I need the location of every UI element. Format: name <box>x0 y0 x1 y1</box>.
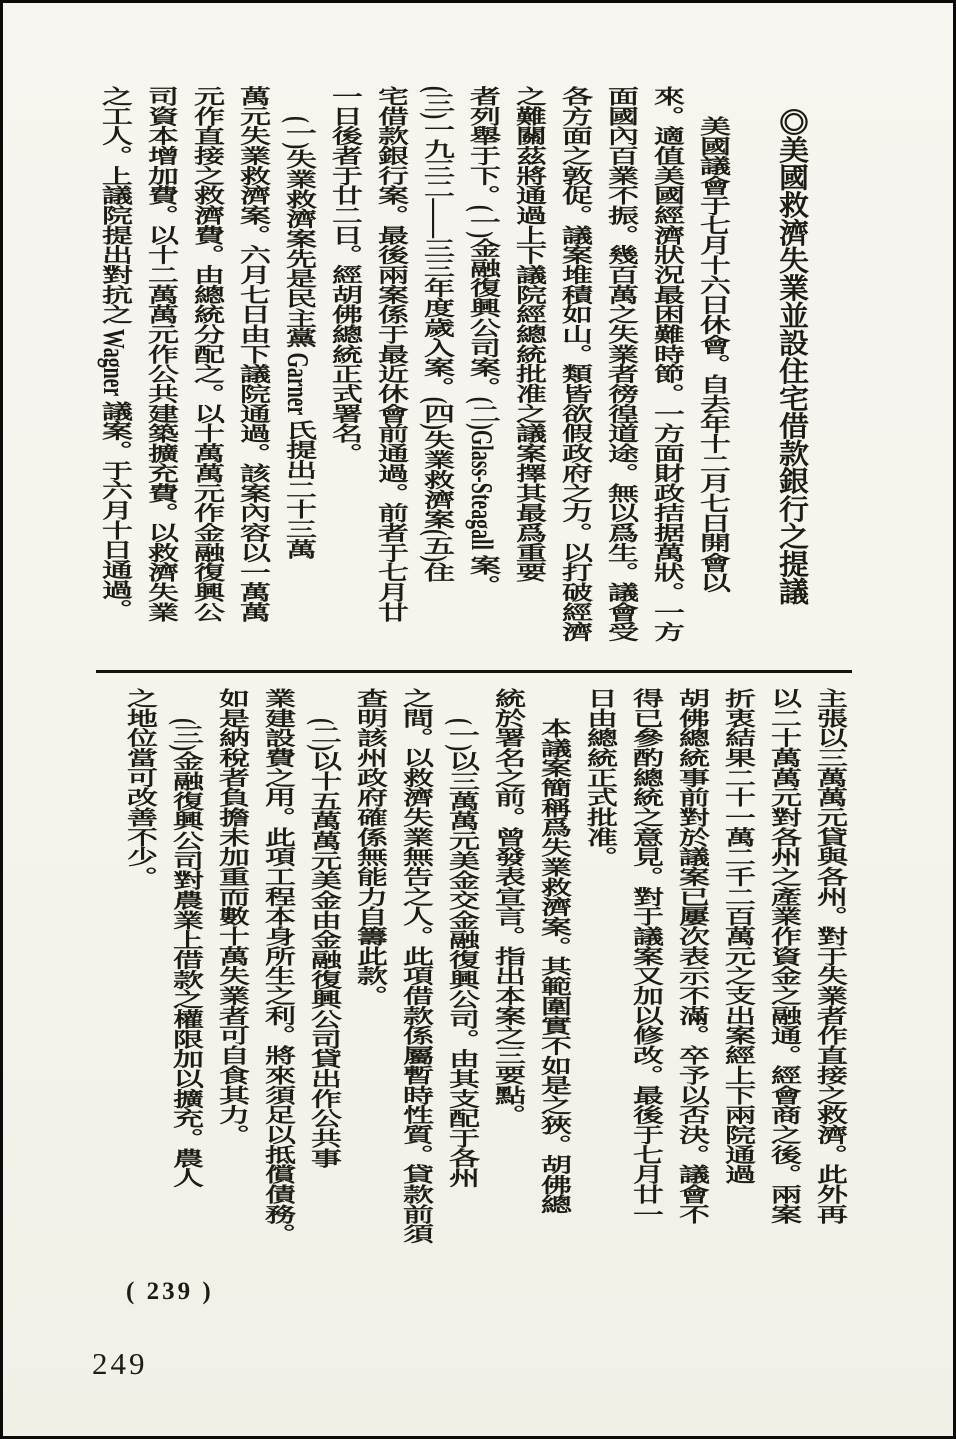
text-column: (三)金融復興公司對農業上借款之權限加以擴充。農人 <box>168 718 203 1188</box>
text-column: 之工人。上議院提出對抗之 Wagner 議案。于六月十日通過。 <box>97 86 132 620</box>
text-column: 以二十萬萬元對各州之產業作資金之融通。經會商之後。兩案 <box>766 688 801 1224</box>
text-column: 之間。以救濟失業無告之人。此項借款係屬暫時性質。貸款前須 <box>398 688 433 1244</box>
article-top-section <box>99 86 805 672</box>
text-column: 萬元失業救濟案。六月七日由下議院通過。該案內容以一萬萬 <box>235 86 270 622</box>
text-column: 元作直接之救濟費。由總統分配之。以十萬萬元作金融復興公 <box>189 86 224 622</box>
text-column: 美國議會于七月十六日休會。自去年十二月七日開會以 <box>695 116 730 593</box>
book-page-number: 249 <box>92 1346 148 1381</box>
text-column: 如是納稅者負擔未加重而數十萬失業者可自食其力。 <box>214 688 249 1145</box>
text-column: 胡佛總統事前對於議案已屢次表示不滿。卒予以否決。議會不 <box>674 688 709 1224</box>
text-column: 日由總統正式批准。 <box>582 688 617 867</box>
article-bottom-section <box>124 688 845 1292</box>
text-column: 查明該州政府確係無能力自籌此款。 <box>352 688 387 1006</box>
text-column: (二)以十五萬萬元美金由金融復興公司貸出作公共事 <box>306 718 341 1168</box>
text-column: 主張以三萬萬元貸與各州。對于失業者作直接之救濟。此外再 <box>812 688 847 1224</box>
text-column: 折衷結果二十一萬二千二百萬元之支出案經上下兩院通過 <box>720 688 755 1184</box>
inner-page-number: ( 239 ) <box>126 1278 214 1305</box>
text-column: 面國內百業不振。幾百萬之失業者徬徨道途。無以爲生。議會受 <box>603 86 638 642</box>
text-column: 一日後者于廿二日。經胡佛總統正式署名。 <box>327 86 362 463</box>
text-column: 統於署名之前。曾發表宣言。指出本案之三要點。 <box>490 688 525 1125</box>
text-column: (一)失業救濟案先是民主黨 Garner 氏提出二十三萬 <box>281 116 316 559</box>
text-column: 之地位當可改善不少。 <box>122 688 157 887</box>
text-column: 司資本增加費。以十二萬萬元作公共建築擴充費。以救濟失業 <box>143 86 178 622</box>
article-title: ◎美國救濟失業並設住宅借款銀行之提議 <box>774 108 807 605</box>
text-column: 業建設費之用。此項工程本身所生之利。將來須足以抵償債務。 <box>260 688 295 1244</box>
text-column: (三)一九三二——三三年度歲入案。(四)失業救濟案(五)住 <box>419 86 454 582</box>
text-column: (一)以三萬萬元美金交金融復興公司。由其支配于各州 <box>444 718 479 1188</box>
text-column: 宅借款銀行案。最後兩案係于最近休會前通過。前者于七月廿 <box>373 86 408 622</box>
text-column: 本議案簡稱爲失業救濟案。其範圍實不如是之狹。胡佛總 <box>536 718 571 1215</box>
text-column: 者列舉于下。(一)金融復興公司案。(二)Glass-Steagall 案。 <box>465 86 500 595</box>
text-column: 來。適值美國經濟狀況最困難時節。一方面財政拮据萬狀。一方 <box>649 86 684 642</box>
section-divider <box>96 670 852 673</box>
text-column: 各方面之敦促。議案堆積如山。類皆欲假政府之力。以打破經濟 <box>557 86 592 642</box>
text-column: 之難關茲將通過上下議院經總統批准之議案擇其最爲重要 <box>511 86 546 582</box>
text-column: 得已參酌總統之意見。對于議案又加以修改。最後于七月廿一 <box>628 688 663 1224</box>
